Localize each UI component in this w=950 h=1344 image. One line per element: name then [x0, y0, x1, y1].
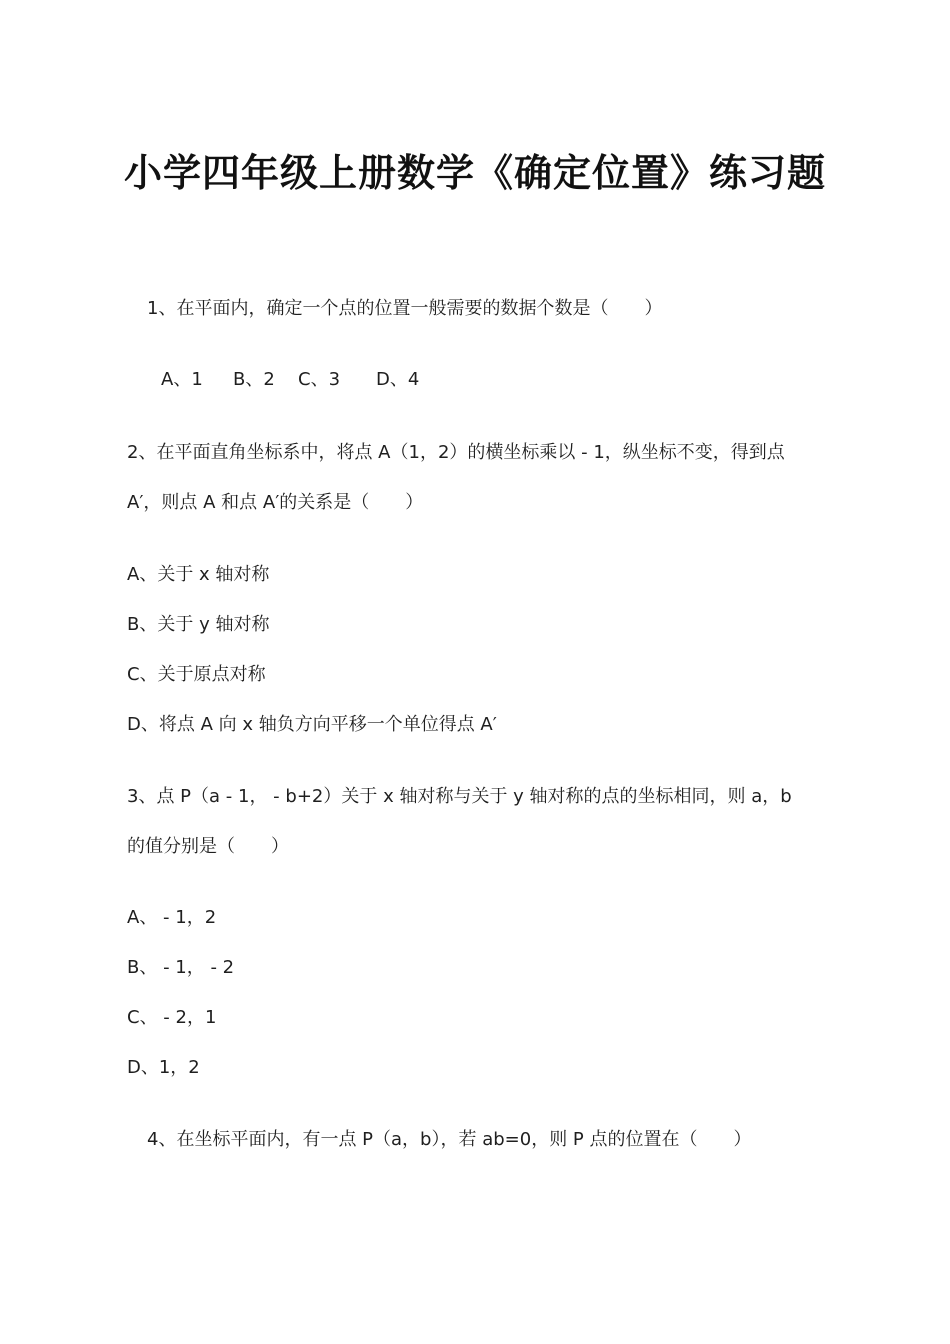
question-1-options [161, 368, 419, 392]
question-2-option-d: D、将点 A 向 x 轴负方向平移一个单位得点 A′ [127, 714, 497, 735]
question-1-text: 1、在平面内，确定一个点的位置一般需要的数据个数是（ ） [147, 298, 663, 319]
question-1-option-a: A、1 [161, 369, 203, 390]
question-2-text-line-1: 2、在平面直角坐标系中，将点 A（1，2）的横坐标乘以 - 1，纵坐标不变，得到点 [127, 442, 785, 463]
question-3-option-d: D、1，2 [127, 1057, 200, 1078]
document-title: 小学四年级上册数学《确定位置》练习题 [123, 150, 826, 195]
question-3-text-line-1: 3、点 P（a - 1， - b+2）关于 x 轴对称与关于 y 轴对称的点的坐标相同，则 a，b [127, 786, 792, 807]
question-3-option-b: B、 - 1， - 2 [127, 957, 235, 978]
question-3-option-c: C、 - 2，1 [127, 1007, 217, 1028]
question-2-option-c: C、关于原点对称 [127, 664, 266, 685]
question-1-option-b: B、2 [233, 369, 275, 390]
question-4-text: 4、在坐标平面内，有一点 P（a，b），若 ab=0，则 P 点的位置在（ ） [147, 1129, 752, 1150]
question-2-option-a: A、关于 x 轴对称 [127, 564, 270, 585]
question-1-option-d: D、4 [376, 369, 420, 390]
question-1-option-c: C、3 [298, 369, 341, 390]
question-2-text-line-2: A′，则点 A 和点 A′的关系是（ ） [127, 492, 424, 513]
question-2-option-b: B、关于 y 轴对称 [127, 614, 270, 635]
question-3-text-line-2: 的值分别是（ ） [127, 836, 289, 857]
question-3-option-a: A、 - 1，2 [127, 907, 217, 928]
